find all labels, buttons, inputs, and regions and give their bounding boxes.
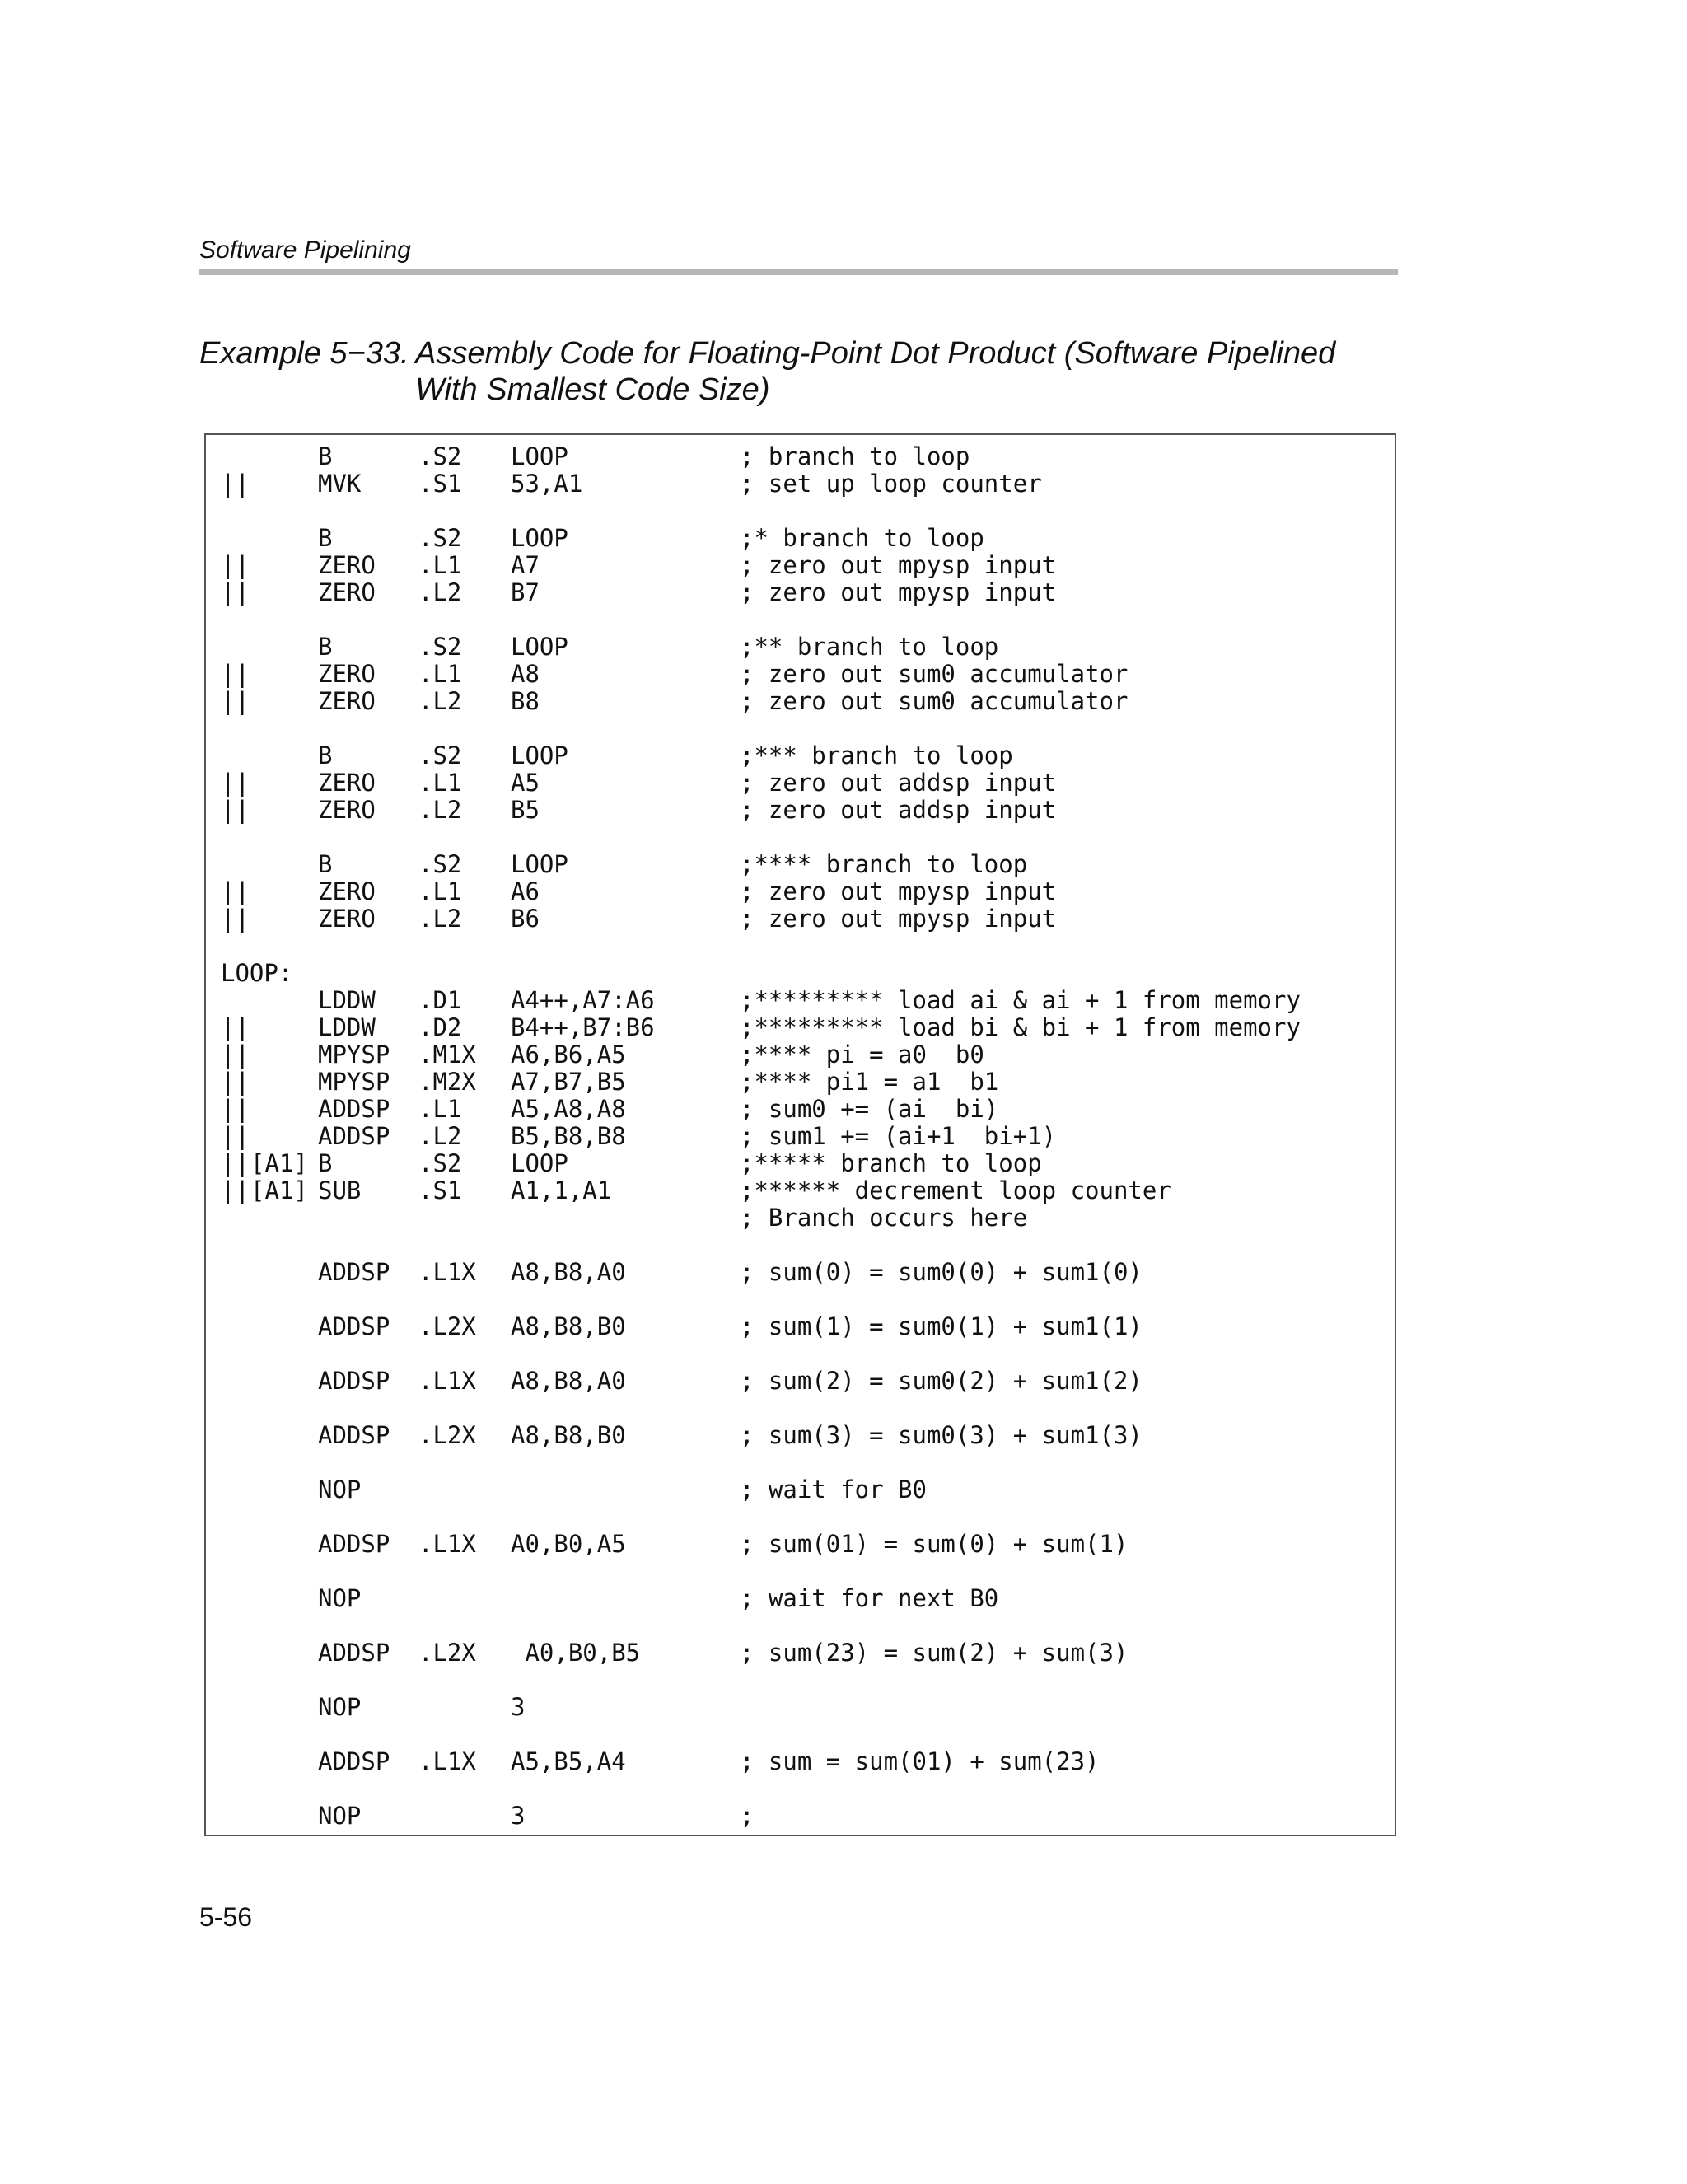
operands: A0,B0,B5 <box>511 1639 641 1667</box>
functional-unit: .L1 <box>418 769 462 797</box>
example-title-line-2: With Smallest Code Size) <box>415 372 770 407</box>
operands: LOOP <box>511 741 568 769</box>
opcode: LDDW <box>318 1013 376 1041</box>
opcode: ZERO <box>318 796 376 824</box>
opcode: ADDSP <box>318 1747 390 1775</box>
example-label: Example 5−33. <box>199 336 409 371</box>
code-comment: ; <box>740 1802 755 1830</box>
functional-unit: .L1 <box>418 551 462 579</box>
functional-unit: .L2X <box>418 1421 476 1449</box>
functional-unit: .L2 <box>418 1122 462 1150</box>
opcode: B <box>318 1149 333 1177</box>
code-comment: ;**** pi = a0 b0 <box>740 1041 984 1069</box>
operands: A5 <box>511 769 540 797</box>
functional-unit: .M2X <box>418 1068 476 1096</box>
opcode: ZERO <box>318 551 376 579</box>
predicate: [A1] <box>250 1149 308 1177</box>
operands: B4++,B7:B6 <box>511 1013 655 1041</box>
code-comment: ; wait for B0 <box>740 1475 927 1504</box>
code-comment: ; zero out mpysp input <box>740 551 1057 579</box>
code-comment: ; wait for next B0 <box>740 1584 999 1612</box>
functional-unit: .S2 <box>418 850 462 878</box>
code-comment: ; sum(0) = sum0(0) + sum1(0) <box>740 1258 1143 1286</box>
operands: A6,B6,A5 <box>511 1041 626 1069</box>
functional-unit: .L2 <box>418 687 462 715</box>
code-comment: ; sum0 += (ai bi) <box>740 1095 999 1123</box>
opcode: NOP <box>318 1802 362 1830</box>
functional-unit: .S2 <box>418 1149 462 1177</box>
parallel-bars: || <box>221 1068 250 1096</box>
code-comment: ;***** branch to loop <box>740 1149 1042 1177</box>
operands: A4++,A7:A6 <box>511 986 655 1014</box>
code-comment: ; sum(01) = sum(0) + sum(1) <box>740 1530 1129 1558</box>
operands: A7 <box>511 551 540 579</box>
operands: A8,B8,A0 <box>511 1258 626 1286</box>
opcode: ADDSP <box>318 1258 390 1286</box>
functional-unit: .L1X <box>418 1367 476 1395</box>
opcode: ADDSP <box>318 1530 390 1558</box>
functional-unit: .L2X <box>418 1639 476 1667</box>
opcode: LDDW <box>318 986 376 1014</box>
functional-unit: .S2 <box>418 633 462 661</box>
functional-unit: .L2 <box>418 796 462 824</box>
code-comment: ; zero out sum0 accumulator <box>740 660 1129 688</box>
opcode: ZERO <box>318 578 376 606</box>
opcode: NOP <box>318 1693 362 1721</box>
operands: A8,B8,B0 <box>511 1312 626 1340</box>
code-comment: ; zero out mpysp input <box>740 905 1057 933</box>
functional-unit: .L2X <box>418 1312 476 1340</box>
opcode: MPYSP <box>318 1068 390 1096</box>
opcode: ZERO <box>318 660 376 688</box>
operands: A8 <box>511 660 540 688</box>
operands: LOOP <box>511 524 568 552</box>
code-comment: ; sum1 += (ai+1 bi+1) <box>740 1122 1057 1150</box>
code-comment: ; sum = sum(01) + sum(23) <box>740 1747 1100 1775</box>
code-comment: ; branch to loop <box>740 442 970 470</box>
code-comment: ;**** pi1 = a1 b1 <box>740 1068 999 1096</box>
code-listing-box <box>204 433 1396 1836</box>
opcode: ZERO <box>318 687 376 715</box>
functional-unit: .S1 <box>418 470 462 498</box>
code-comment: ;** branch to loop <box>740 633 999 661</box>
parallel-bars: || <box>221 1149 250 1177</box>
opcode: B <box>318 442 333 470</box>
code-comment: ; sum(1) = sum0(1) + sum1(1) <box>740 1312 1143 1340</box>
opcode: ADDSP <box>318 1122 390 1150</box>
opcode: NOP <box>318 1475 362 1504</box>
functional-unit: .L1 <box>418 660 462 688</box>
functional-unit: .L1 <box>418 877 462 905</box>
opcode: B <box>318 524 333 552</box>
parallel-bars: || <box>221 1013 250 1041</box>
running-head-title: Software Pipelining <box>199 236 411 264</box>
opcode: NOP <box>318 1584 362 1612</box>
opcode: MVK <box>318 470 362 498</box>
code-comment: ; zero out sum0 accumulator <box>740 687 1129 715</box>
opcode: B <box>318 633 333 661</box>
functional-unit: .S1 <box>418 1176 462 1204</box>
functional-unit: .L1 <box>418 1095 462 1123</box>
functional-unit: .L2 <box>418 905 462 933</box>
operands: 53,A1 <box>511 470 583 498</box>
code-label: LOOP: <box>221 959 293 987</box>
operands: A8,B8,A0 <box>511 1367 626 1395</box>
code-comment: ; zero out addsp input <box>740 796 1057 824</box>
parallel-bars: || <box>221 1176 250 1204</box>
predicate: [A1] <box>250 1176 308 1204</box>
opcode: ADDSP <box>318 1095 390 1123</box>
example-title-line-1: Assembly Code for Floating-Point Dot Product (Software Pipelined <box>415 336 1336 371</box>
operands: LOOP <box>511 1149 568 1177</box>
parallel-bars: || <box>221 1095 250 1123</box>
operands: A5,B5,A4 <box>511 1747 626 1775</box>
page-number: 5-56 <box>199 1902 253 1932</box>
code-comment: ; Branch occurs here <box>740 1204 1028 1232</box>
code-comment: ;********* load bi & bi + 1 from memory <box>740 1013 1301 1041</box>
parallel-bars: || <box>221 660 250 688</box>
functional-unit: .M1X <box>418 1041 476 1069</box>
operands: 3 <box>511 1802 526 1830</box>
parallel-bars: || <box>221 687 250 715</box>
parallel-bars: || <box>221 470 250 498</box>
opcode: ZERO <box>318 905 376 933</box>
operands: A0,B0,A5 <box>511 1530 626 1558</box>
opcode: MPYSP <box>318 1041 390 1069</box>
parallel-bars: || <box>221 1122 250 1150</box>
code-comment: ;*** branch to loop <box>740 741 1013 769</box>
parallel-bars: || <box>221 877 250 905</box>
operands: B8 <box>511 687 540 715</box>
functional-unit: .D1 <box>418 986 462 1014</box>
code-comment: ; zero out mpysp input <box>740 877 1057 905</box>
opcode: ZERO <box>318 769 376 797</box>
code-comment: ; zero out addsp input <box>740 769 1057 797</box>
parallel-bars: || <box>221 905 250 933</box>
code-comment: ;********* load ai & ai + 1 from memory <box>740 986 1301 1014</box>
operands: 3 <box>511 1693 526 1721</box>
code-comment: ;* branch to loop <box>740 524 984 552</box>
code-comment: ; zero out mpysp input <box>740 578 1057 606</box>
parallel-bars: || <box>221 578 250 606</box>
code-comment: ; sum(3) = sum0(3) + sum1(3) <box>740 1421 1143 1449</box>
opcode: ZERO <box>318 877 376 905</box>
operands: B5 <box>511 796 540 824</box>
functional-unit: .S2 <box>418 524 462 552</box>
operands: A1,1,A1 <box>511 1176 612 1204</box>
operands: B6 <box>511 905 540 933</box>
parallel-bars: || <box>221 551 250 579</box>
functional-unit: .L2 <box>418 578 462 606</box>
operands: LOOP <box>511 633 568 661</box>
opcode: B <box>318 850 333 878</box>
functional-unit: .S2 <box>418 741 462 769</box>
operands: A8,B8,B0 <box>511 1421 626 1449</box>
code-comment: ; set up loop counter <box>740 470 1042 498</box>
functional-unit: .S2 <box>418 442 462 470</box>
example-caption <box>199 335 1402 408</box>
opcode: ADDSP <box>318 1312 390 1340</box>
header-rule <box>199 269 1398 275</box>
functional-unit: .L1X <box>418 1530 476 1558</box>
parallel-bars: || <box>221 796 250 824</box>
parallel-bars: || <box>221 1041 250 1069</box>
opcode: ADDSP <box>318 1421 390 1449</box>
operands: A7,B7,B5 <box>511 1068 626 1096</box>
opcode: ADDSP <box>318 1367 390 1395</box>
operands: A6 <box>511 877 540 905</box>
functional-unit: .D2 <box>418 1013 462 1041</box>
code-comment: ; sum(23) = sum(2) + sum(3) <box>740 1639 1129 1667</box>
operands: B7 <box>511 578 540 606</box>
operands: A5,A8,A8 <box>511 1095 626 1123</box>
operands: B5,B8,B8 <box>511 1122 626 1150</box>
code-comment: ;**** branch to loop <box>740 850 1028 878</box>
code-comment: ; sum(2) = sum0(2) + sum1(2) <box>740 1367 1143 1395</box>
operands: LOOP <box>511 442 568 470</box>
opcode: B <box>318 741 333 769</box>
code-comment: ;****** decrement loop counter <box>740 1176 1171 1204</box>
functional-unit: .L1X <box>418 1258 476 1286</box>
opcode: ADDSP <box>318 1639 390 1667</box>
opcode: SUB <box>318 1176 362 1204</box>
parallel-bars: || <box>221 769 250 797</box>
operands: LOOP <box>511 850 568 878</box>
functional-unit: .L1X <box>418 1747 476 1775</box>
